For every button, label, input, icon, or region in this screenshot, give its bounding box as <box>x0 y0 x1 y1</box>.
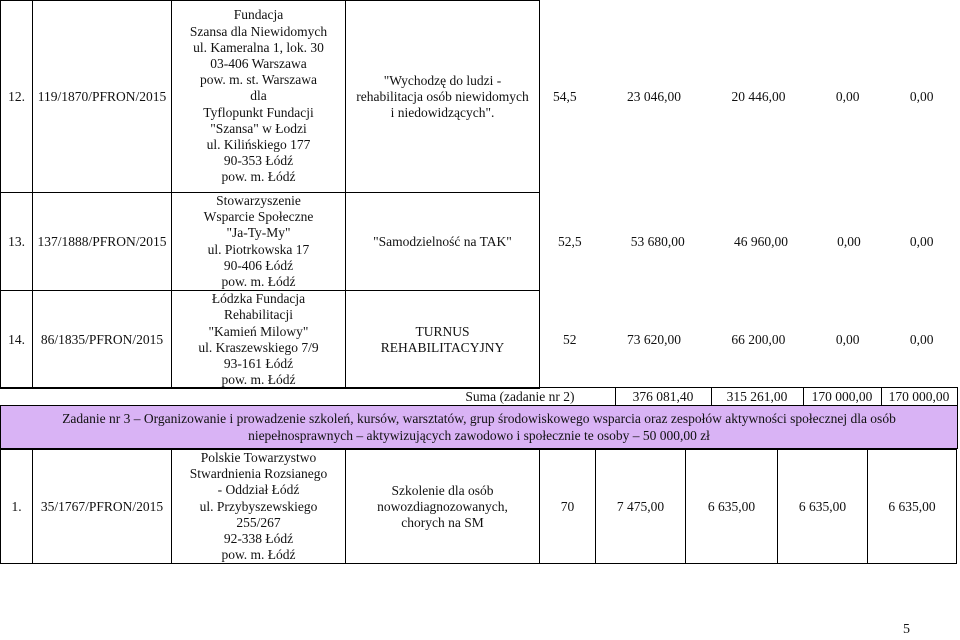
value-1: 0,00 <box>837 233 861 249</box>
table-row <box>1 450 957 564</box>
summary-label: Suma (zadanie nr 2) <box>0 388 615 406</box>
row-number: 13. <box>1 193 33 291</box>
score: 52 <box>563 331 577 347</box>
application-ref: 35/1767/PFRON/2015 <box>33 450 172 564</box>
value-2: 6 635,00 <box>868 450 957 564</box>
task-3-line-2: niepełnosprawnych – aktywizujących zawodowo i społecznie te osoby – 50 000,00 zł <box>248 428 710 443</box>
project-title: "Samodzielność na TAK" <box>346 193 540 291</box>
table-row <box>1 291 959 389</box>
cost-total: 7 475,00 <box>596 450 686 564</box>
application-ref: 86/1835/PFRON/2015 <box>33 291 172 389</box>
summary-value-1: 170 000,00 <box>803 388 881 406</box>
organization: Fundacja Szansa dla Niewidomych ul. Kameralna 1, lok. 30 03-406 Warszawa pow. m. st. Warszawa dla Tyflopunkt Fundacji "Szansa" w Łodzi ul. Kilińskiego 177 90-353 Łódź pow. m. Łódź <box>172 1 346 193</box>
project-title: TURNUS REHABILITACYJNY <box>346 291 540 389</box>
task-3-line-1: Zadanie nr 3 – Organizowanie i prowadzenie szkoleń, kursów, warsztatów, grup środowiskowego wsparcia oraz zespołów aktywności społecznej dla osób <box>62 411 896 426</box>
task3-table <box>0 449 957 564</box>
value-2: 0,00 <box>909 233 934 249</box>
application-ref: 119/1870/PFRON/2015 <box>33 1 172 193</box>
summary-total: 376 081,40 <box>615 388 711 406</box>
task-3-header <box>0 405 958 449</box>
row-values <box>540 291 959 389</box>
value-1: 6 635,00 <box>778 450 868 564</box>
cost-requested: 46 960,00 <box>733 233 788 249</box>
table-row <box>1 1 959 193</box>
project-title: "Wychodzę do ludzi - rehabilitacja osób niewidomych i niedowidzących". <box>346 1 540 193</box>
row-number: 1. <box>1 450 33 564</box>
score: 70 <box>540 450 596 564</box>
application-ref: 137/1888/PFRON/2015 <box>33 193 172 291</box>
cost-requested: 66 200,00 <box>731 331 786 347</box>
value-2: 0,00 <box>909 331 934 347</box>
cost-requested: 6 635,00 <box>686 450 778 564</box>
row-values <box>540 1 959 193</box>
summary-value-2: 170 000,00 <box>881 388 957 406</box>
cost-total: 53 680,00 <box>630 233 685 249</box>
score: 54,5 <box>553 88 577 104</box>
score: 52,5 <box>558 233 582 249</box>
summary-row <box>0 387 958 406</box>
page-number: 5 <box>903 622 910 637</box>
row-values <box>540 193 959 291</box>
row-number: 12. <box>1 1 33 193</box>
organization: Łódzka Fundacja Rehabilitacji "Kamień Milowy" ul. Kraszewskiego 7/9 93-161 Łódź pow. m. Łódź <box>172 291 346 389</box>
summary-requested: 315 261,00 <box>711 388 803 406</box>
cost-requested: 20 446,00 <box>731 88 786 104</box>
value-1: 0,00 <box>835 88 860 104</box>
organization: Stowarzyszenie Wsparcie Społeczne "Ja-Ty-My" ul. Piotrkowska 17 90-406 Łódź pow. m. Łódź <box>172 193 346 291</box>
cost-total: 23 046,00 <box>627 88 682 104</box>
row-number: 14. <box>1 291 33 389</box>
cost-total: 73 620,00 <box>626 331 681 347</box>
value-1: 0,00 <box>835 331 860 347</box>
organization: Polskie Towarzystwo Stwardnienia Rozsianego - Oddział Łódź ul. Przybyszewskiego 255/267 92-338 Łódź pow. m. Łódź <box>172 450 346 564</box>
value-2: 0,00 <box>909 88 934 104</box>
table-row <box>1 193 959 291</box>
project-title: Szkolenie dla osób nowozdiagnozowanych, chorych na SM <box>346 450 540 564</box>
